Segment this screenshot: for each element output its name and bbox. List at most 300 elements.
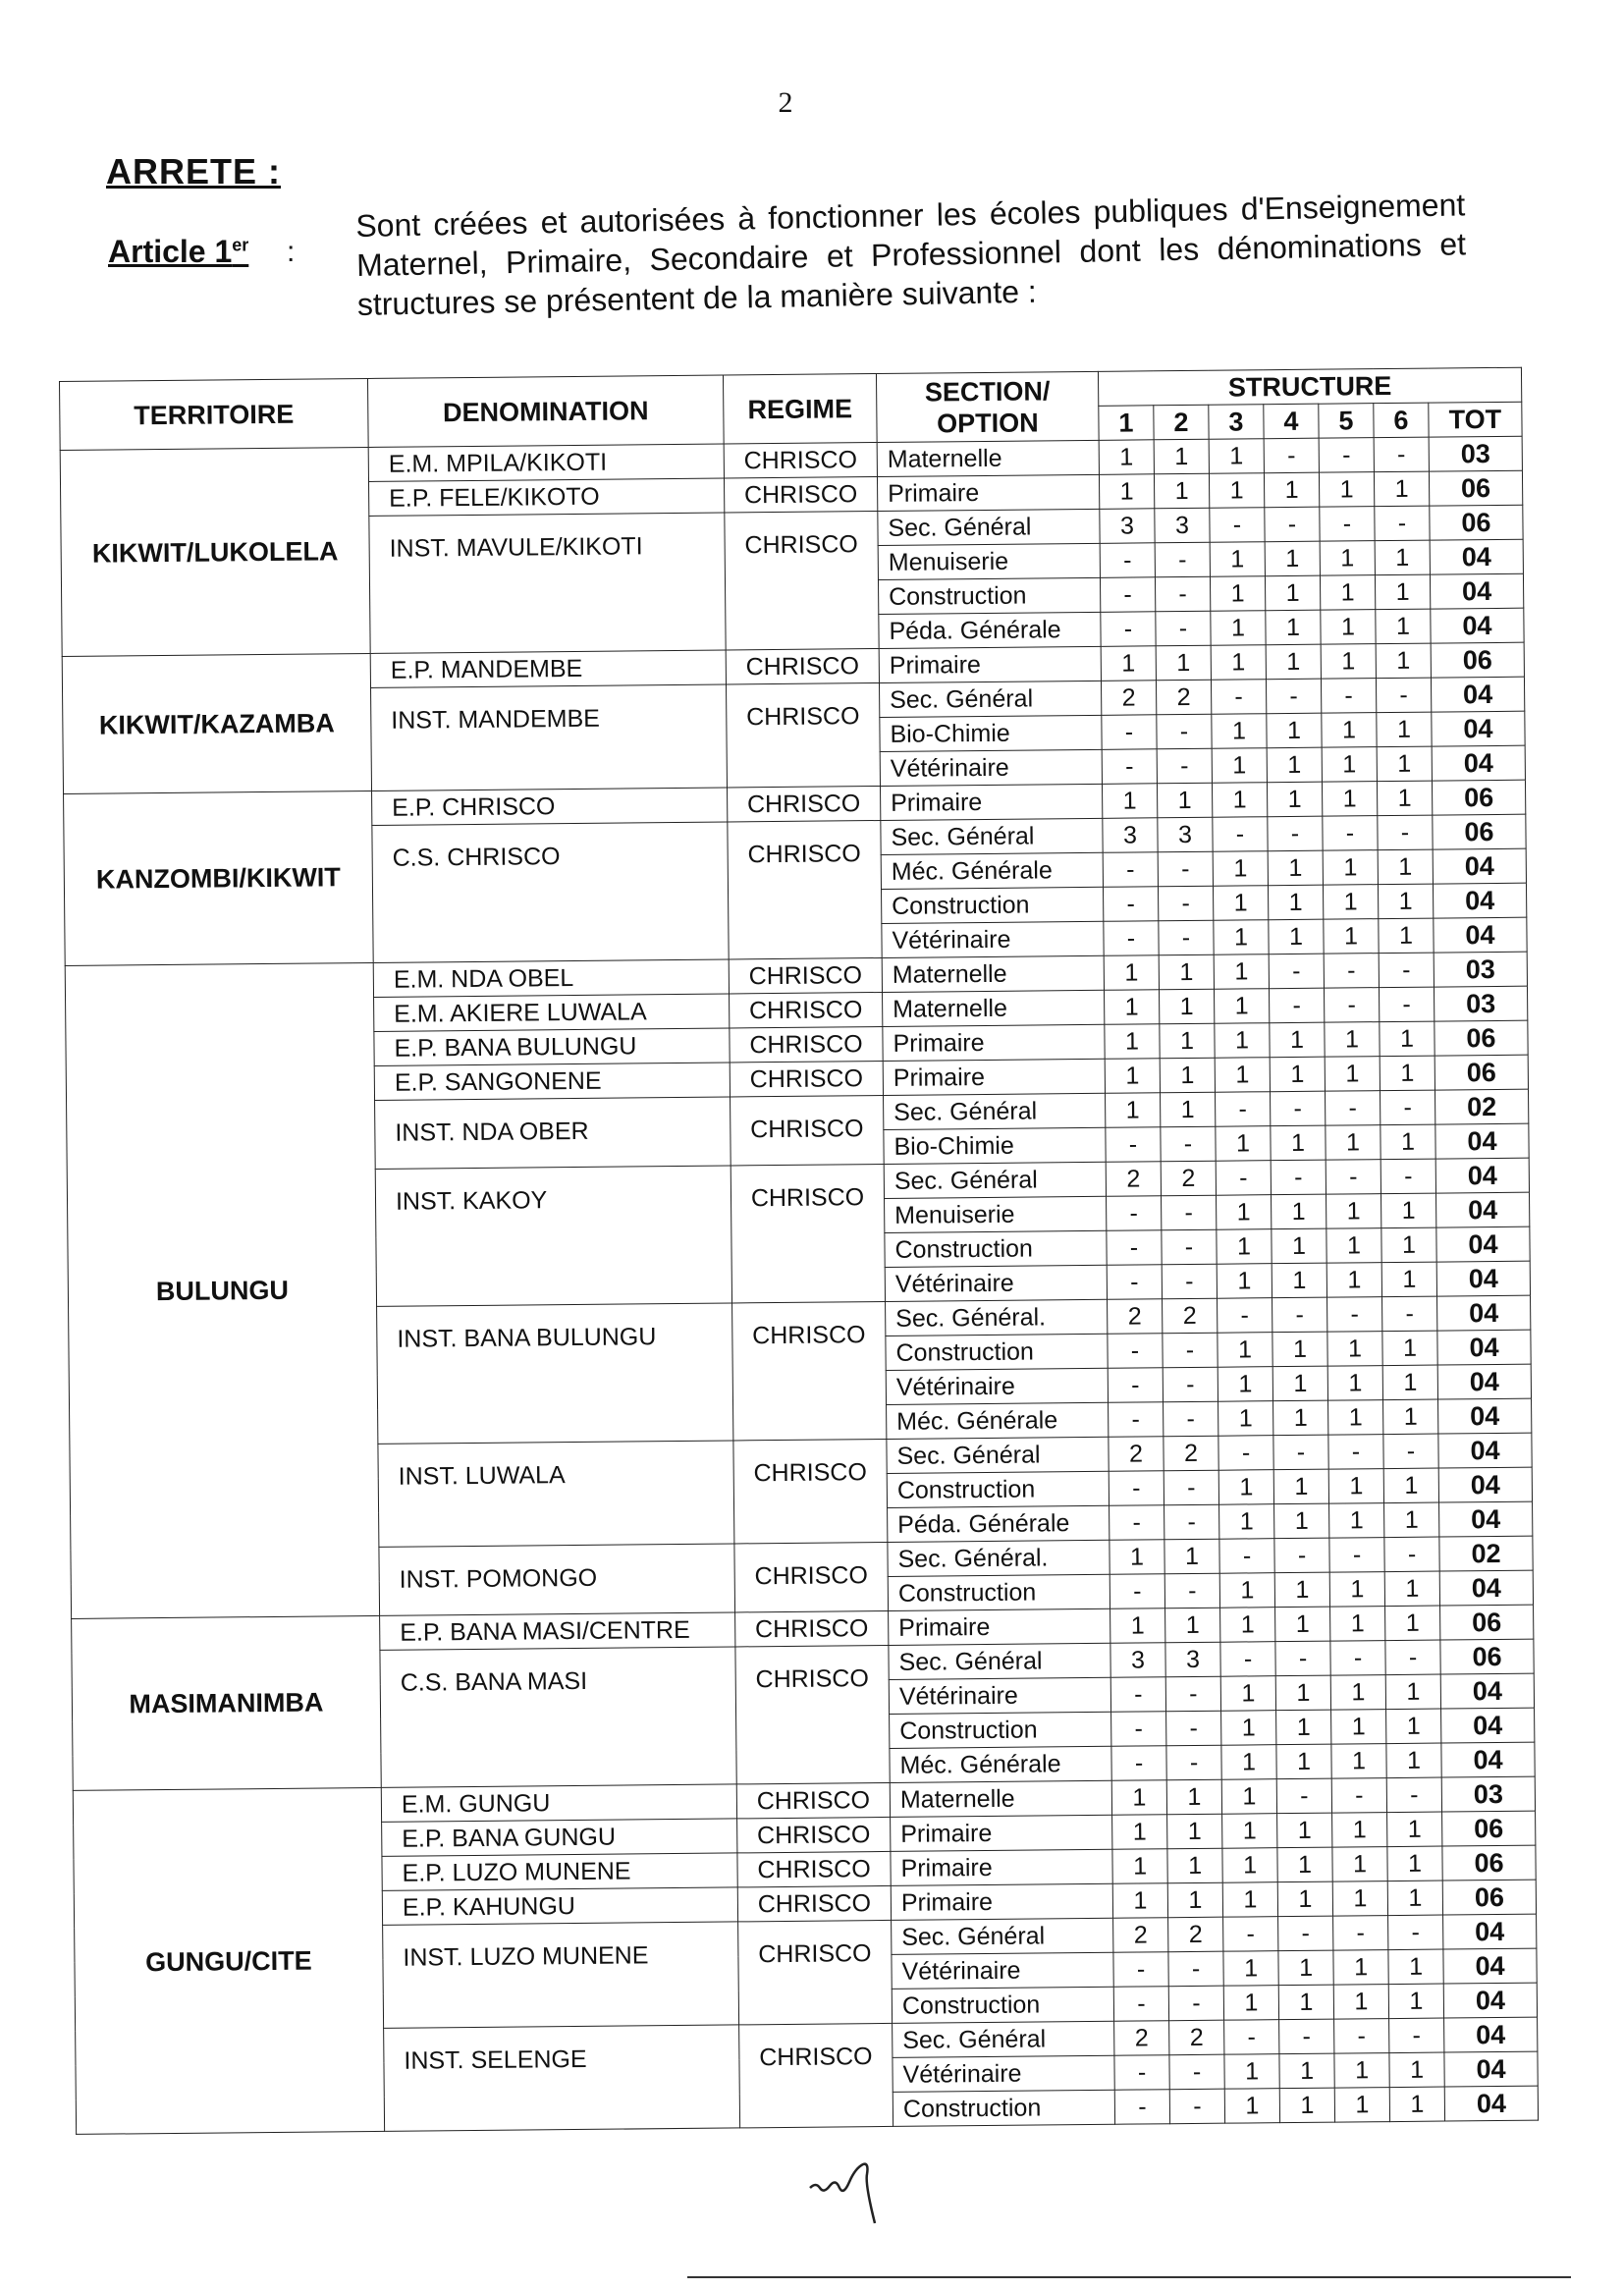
structure-cell-2: -: [1163, 1333, 1218, 1368]
denomination-cell: E.M. MPILA/KIKOTI: [368, 444, 724, 481]
structure-cell-6: 1: [1389, 2087, 1444, 2122]
structure-cell-2: 1: [1160, 989, 1215, 1024]
structure-cell-3: -: [1210, 508, 1265, 543]
structure-cell-1: -: [1110, 1574, 1164, 1609]
structure-cell-5: 1: [1331, 1710, 1386, 1745]
structure-cell-4: 1: [1271, 1125, 1326, 1161]
structure-cell-6: 1: [1378, 884, 1433, 919]
structure-cell-5: 1: [1328, 1469, 1383, 1504]
territory-cell: KIKWIT/KAZAMBA: [62, 653, 371, 793]
structure-total-cell: 04: [1441, 1742, 1535, 1777]
regime-cell: CHRISCO: [737, 1817, 891, 1852]
section-cell: Vétérinaire: [882, 921, 1104, 957]
structure-cell-1: -: [1114, 2055, 1169, 2091]
structure-cell-4: 1: [1277, 1881, 1332, 1917]
header-col-tot: TOT: [1429, 402, 1522, 437]
structure-total-cell: 04: [1444, 2051, 1538, 2087]
structure-cell-3: 1: [1214, 920, 1269, 955]
structure-cell-2: -: [1164, 1470, 1218, 1505]
structure-cell-5: -: [1324, 954, 1379, 989]
structure-cell-1: -: [1102, 715, 1157, 750]
structure-cell-6: 1: [1376, 609, 1431, 644]
structure-cell-6: 1: [1388, 1984, 1443, 2019]
regime-cell: CHRISCO: [737, 1885, 891, 1921]
section-cell: Maternelle: [882, 955, 1104, 992]
territory-cell: GUNGU/CITE: [73, 1787, 384, 2134]
structure-cell-5: 1: [1321, 644, 1376, 680]
structure-cell-1: 1: [1112, 1815, 1167, 1850]
denomination-cell: INST. MANDEMBE: [371, 684, 728, 791]
structure-total-cell: 06: [1432, 780, 1525, 815]
regime-cell: CHRISCO: [730, 1061, 883, 1096]
structure-cell-5: -: [1321, 679, 1376, 714]
structure-cell-3: 1: [1219, 1573, 1274, 1608]
regime-cell: CHRISCO: [733, 1439, 888, 1543]
structure-cell-5: -: [1323, 816, 1378, 851]
structure-cell-4: 1: [1273, 1400, 1328, 1436]
structure-total-cell: 04: [1436, 1261, 1530, 1296]
structure-cell-6: -: [1378, 815, 1433, 850]
structure-cell-1: 1: [1099, 440, 1154, 475]
structure-cell-3: 1: [1209, 439, 1264, 474]
structure-total-cell: 06: [1431, 642, 1524, 678]
denomination-cell: E.P. KAHUNGU: [382, 1887, 737, 1925]
structure-cell-6: 1: [1389, 2052, 1444, 2088]
structure-cell-3: 1: [1217, 1264, 1272, 1299]
structure-cell-2: -: [1157, 714, 1212, 749]
structure-cell-4: 1: [1274, 1503, 1329, 1539]
structure-cell-5: 1: [1329, 1572, 1384, 1608]
structure-cell-3: 1: [1214, 954, 1269, 990]
section-cell: Sec. Général.: [886, 1299, 1108, 1336]
structure-cell-3: 1: [1211, 645, 1266, 681]
structure-cell-4: 1: [1272, 1228, 1326, 1264]
structure-cell-5: 1: [1324, 919, 1379, 954]
structure-cell-6: 1: [1378, 849, 1433, 885]
structure-cell-1: 3: [1100, 509, 1155, 544]
structure-cell-1: -: [1108, 1368, 1163, 1403]
structure-cell-3: 1: [1212, 748, 1267, 784]
structure-cell-2: -: [1162, 1195, 1217, 1230]
section-cell: Primaire: [891, 1883, 1112, 1920]
structure-total-cell: 02: [1439, 1536, 1533, 1571]
structure-cell-4: -: [1275, 1641, 1330, 1676]
structure-cell-6: 1: [1375, 574, 1430, 610]
structure-cell-6: 1: [1377, 781, 1432, 816]
structure-cell-1: 2: [1101, 681, 1156, 716]
regime-cell: CHRISCO: [731, 1164, 885, 1302]
structure-cell-3: 1: [1210, 576, 1265, 612]
structure-cell-6: -: [1384, 1537, 1439, 1572]
structure-cell-4: 1: [1279, 2088, 1334, 2123]
structure-cell-4: 1: [1278, 1950, 1333, 1986]
structure-cell-6: 1: [1377, 746, 1432, 782]
structure-cell-1: 3: [1110, 1643, 1165, 1678]
structure-cell-3: 1: [1216, 1126, 1271, 1162]
structure-total-cell: 06: [1435, 1020, 1528, 1056]
structure-total-cell: 04: [1432, 745, 1525, 781]
structure-total-cell: 04: [1431, 608, 1524, 643]
structure-cell-5: -: [1334, 2019, 1389, 2054]
section-cell: Primaire: [879, 646, 1101, 682]
header-denomination: DENOMINATION: [367, 375, 724, 447]
structure-cell-2: 1: [1154, 439, 1209, 474]
header-col-2: 2: [1154, 405, 1209, 440]
structure-cell-6: -: [1374, 437, 1429, 472]
regime-cell: CHRISCO: [734, 1542, 889, 1611]
structure-cell-4: -: [1269, 988, 1324, 1023]
structure-cell-4: 1: [1265, 541, 1320, 576]
header-structure: STRUCTURE: [1098, 367, 1521, 406]
structure-cell-1: -: [1102, 749, 1157, 785]
structure-cell-2: -: [1162, 1264, 1217, 1299]
regime-cell: CHRISCO: [725, 512, 879, 650]
structure-cell-3: 1: [1213, 851, 1268, 887]
structure-total-cell: 04: [1439, 1501, 1533, 1537]
structure-cell-2: -: [1164, 1573, 1219, 1608]
structure-cell-6: -: [1380, 1090, 1435, 1125]
denomination-cell: INST. NDA OBER: [375, 1097, 731, 1169]
denomination-cell: INST. SELENGE: [384, 2025, 740, 2131]
section-cell: Maternelle: [883, 990, 1105, 1026]
structure-cell-4: -: [1272, 1297, 1327, 1333]
denomination-cell: INST. MAVULE/KIKOTI: [369, 513, 726, 653]
territory-cell: MASIMANIMBA: [72, 1615, 382, 1790]
structure-cell-3: -: [1219, 1539, 1274, 1574]
structure-cell-4: 1: [1272, 1332, 1327, 1367]
section-cell: Construction: [892, 1987, 1113, 2023]
structure-total-cell: 04: [1441, 1708, 1535, 1743]
structure-cell-2: 2: [1164, 1436, 1218, 1471]
structure-cell-1: 1: [1101, 646, 1156, 682]
structure-cell-4: 1: [1269, 919, 1324, 954]
structure-cell-1: -: [1111, 1712, 1166, 1747]
structure-cell-1: 1: [1110, 1540, 1164, 1575]
structure-cell-3: 1: [1210, 542, 1265, 577]
denomination-cell: INST. POMONGO: [379, 1544, 735, 1615]
section-cell: Sec. Général: [893, 2021, 1114, 2057]
structure-cell-6: 1: [1380, 1056, 1435, 1091]
structure-cell-6: 1: [1384, 1502, 1439, 1538]
structure-cell-6: 1: [1380, 1124, 1435, 1160]
structure-cell-3: -: [1211, 680, 1266, 715]
structure-cell-3: -: [1216, 1092, 1271, 1127]
section-cell: Primaire: [891, 1849, 1112, 1885]
structure-cell-1: 1: [1112, 1883, 1167, 1919]
territory-cell: KANZOMBI/KIKWIT: [64, 791, 374, 965]
structure-cell-6: 1: [1385, 1674, 1440, 1710]
structure-cell-2: -: [1163, 1367, 1218, 1402]
structure-cell-4: 1: [1265, 575, 1320, 611]
structure-cell-4: 1: [1272, 1263, 1326, 1298]
structure-cell-3: 1: [1220, 1608, 1275, 1643]
section-cell: Maternelle: [890, 1780, 1111, 1817]
structure-cell-6: 1: [1374, 471, 1429, 507]
structure-cell-6: 1: [1376, 643, 1431, 679]
header-col-3: 3: [1209, 405, 1264, 440]
structure-cell-2: 1: [1165, 1608, 1220, 1643]
structure-cell-1: -: [1111, 1746, 1166, 1781]
structure-cell-2: 1: [1160, 1023, 1215, 1059]
structure-cell-5: 1: [1331, 1744, 1386, 1779]
structure-cell-1: -: [1107, 1196, 1162, 1231]
structure-cell-6: -: [1379, 987, 1434, 1022]
section-cell: Sec. Général: [892, 1918, 1113, 1954]
structure-cell-3: -: [1216, 1161, 1271, 1196]
structure-cell-1: -: [1103, 852, 1158, 888]
structure-cell-6: 1: [1386, 1743, 1441, 1778]
structure-total-cell: 06: [1440, 1639, 1534, 1674]
structure-cell-6: -: [1386, 1777, 1441, 1813]
structure-cell-4: 1: [1277, 1847, 1332, 1882]
structure-cell-3: 1: [1215, 1023, 1270, 1059]
section-cell: Construction: [893, 2090, 1114, 2126]
structure-cell-5: 1: [1322, 713, 1377, 748]
section-cell: Vétérinaire: [889, 1677, 1110, 1714]
structure-cell-5: 1: [1326, 1228, 1381, 1264]
structure-cell-6: -: [1379, 953, 1434, 988]
regime-cell: CHRISCO: [730, 992, 883, 1027]
header-territoire: TERRITOIRE: [60, 378, 369, 450]
structure-cell-4: 1: [1270, 1057, 1325, 1092]
section-cell: Vétérinaire: [893, 2055, 1114, 2092]
structure-cell-1: -: [1103, 887, 1158, 922]
denomination-cell: E.M. GUNGU: [381, 1784, 736, 1822]
structure-cell-5: 1: [1322, 782, 1377, 817]
structure-cell-1: -: [1107, 1230, 1162, 1266]
structure-cell-3: 1: [1224, 2089, 1279, 2124]
structure-cell-2: 1: [1154, 473, 1209, 509]
structure-cell-1: 1: [1104, 955, 1159, 991]
structure-cell-4: -: [1265, 507, 1320, 542]
structure-cell-3: -: [1218, 1436, 1273, 1471]
structure-cell-2: -: [1164, 1401, 1218, 1437]
structure-cell-5: 1: [1322, 747, 1377, 783]
structure-cell-3: 1: [1218, 1470, 1273, 1505]
structure-cell-6: 1: [1387, 1846, 1442, 1881]
structure-cell-2: 1: [1166, 1779, 1221, 1815]
structure-cell-6: 1: [1380, 1021, 1435, 1057]
structure-cell-5: 1: [1325, 1022, 1380, 1058]
bottom-rule: [687, 2276, 1571, 2278]
section-cell: Vétérinaire: [885, 1265, 1107, 1301]
structure-cell-3: 1: [1221, 1711, 1276, 1746]
header-col-4: 4: [1264, 404, 1319, 439]
structure-cell-6: 1: [1387, 1812, 1442, 1847]
structure-cell-4: 1: [1267, 747, 1322, 783]
structure-cell-3: 1: [1212, 714, 1267, 749]
section-cell: Maternelle: [877, 440, 1099, 476]
structure-cell-5: 1: [1326, 1263, 1381, 1298]
structure-cell-5: -: [1326, 1091, 1380, 1126]
structure-cell-4: 1: [1276, 1744, 1331, 1779]
structure-total-cell: 04: [1433, 848, 1526, 884]
structure-total-cell: 06: [1430, 505, 1523, 540]
structure-cell-4: 1: [1264, 472, 1319, 508]
denomination-cell: E.P. BANA BULUNGU: [374, 1028, 730, 1065]
structure-cell-2: 1: [1161, 1092, 1216, 1127]
structure-cell-2: -: [1162, 1229, 1217, 1265]
structure-cell-2: 3: [1155, 508, 1210, 543]
structure-cell-2: -: [1159, 920, 1214, 955]
structure-cell-5: 1: [1323, 850, 1378, 886]
denomination-cell: E.P. SANGONENE: [374, 1063, 730, 1100]
section-cell: Vétérinaire: [880, 749, 1102, 786]
structure-cell-2: 1: [1167, 1882, 1222, 1918]
structure-cell-6: -: [1383, 1434, 1438, 1469]
structure-cell-6: 1: [1383, 1468, 1438, 1503]
structure-cell-2: 2: [1169, 2020, 1224, 2055]
structure-cell-1: -: [1104, 921, 1159, 956]
structure-cell-1: 2: [1108, 1299, 1163, 1335]
structure-cell-2: -: [1164, 1504, 1219, 1540]
regime-cell: CHRISCO: [735, 1610, 889, 1646]
structure-total-cell: 04: [1431, 677, 1524, 712]
structure-cell-5: 1: [1323, 885, 1378, 920]
structure-total-cell: 06: [1440, 1605, 1534, 1640]
section-cell: Construction: [878, 577, 1100, 614]
structure-cell-4: -: [1264, 438, 1319, 473]
schools-table: [59, 367, 1539, 2135]
structure-cell-3: 1: [1214, 989, 1269, 1024]
structure-total-cell: 02: [1435, 1089, 1528, 1124]
structure-total-cell: 04: [1433, 883, 1526, 918]
structure-cell-6: 1: [1375, 540, 1430, 575]
structure-cell-6: 1: [1385, 1606, 1440, 1641]
structure-cell-6: 1: [1388, 1949, 1443, 1985]
article-label-text: Article 1: [108, 234, 233, 269]
structure-cell-2: 1: [1157, 783, 1212, 818]
structure-cell-2: 2: [1156, 680, 1211, 715]
structure-cell-3: -: [1224, 2020, 1279, 2055]
structure-total-cell: 04: [1443, 1948, 1537, 1984]
structure-cell-4: -: [1276, 1778, 1331, 1814]
structure-cell-6: 1: [1387, 1881, 1442, 1916]
structure-cell-5: 1: [1321, 610, 1376, 645]
structure-cell-5: 1: [1326, 1194, 1381, 1229]
structure-total-cell: 04: [1437, 1295, 1531, 1331]
structure-cell-1: 2: [1106, 1162, 1161, 1197]
structure-cell-2: -: [1161, 1126, 1216, 1162]
structure-cell-3: -: [1213, 817, 1268, 852]
structure-cell-4: -: [1278, 1916, 1333, 1951]
denomination-cell: E.P. CHRISCO: [372, 788, 728, 825]
structure-cell-5: -: [1320, 507, 1375, 542]
section-cell: Bio-Chimie: [880, 715, 1102, 751]
regime-cell: CHRISCO: [739, 2023, 893, 2127]
structure-total-cell: 04: [1440, 1673, 1534, 1709]
structure-cell-2: -: [1158, 851, 1213, 887]
structure-cell-1: -: [1100, 577, 1155, 613]
decree-heading: ARRETE :: [106, 151, 281, 191]
regime-cell: CHRISCO: [728, 820, 882, 958]
structure-total-cell: 03: [1434, 986, 1527, 1021]
header-col-1: 1: [1099, 406, 1154, 441]
structure-cell-5: 1: [1320, 541, 1375, 576]
structure-cell-1: -: [1109, 1471, 1164, 1506]
section-cell: Méc. Générale: [887, 1402, 1109, 1439]
structure-cell-5: 1: [1334, 2088, 1389, 2123]
section-cell: Sec. Général: [879, 681, 1101, 717]
article-label-sup: er: [232, 235, 249, 255]
structure-cell-3: 1: [1217, 1195, 1272, 1230]
regime-cell: CHRISCO: [726, 682, 880, 787]
denomination-cell: E.P. FELE/KIKOTO: [368, 478, 724, 516]
section-cell: Sec. Général.: [888, 1540, 1110, 1576]
structure-cell-4: 1: [1276, 1710, 1331, 1745]
schools-table-wrapper: [59, 367, 1539, 2135]
structure-cell-4: 1: [1275, 1607, 1330, 1642]
section-cell: Primaire: [889, 1608, 1110, 1645]
structure-cell-2: -: [1166, 1711, 1221, 1746]
section-cell: Construction: [882, 887, 1104, 923]
denomination-cell: E.P. BANA GUNGU: [382, 1819, 737, 1856]
structure-total-cell: 04: [1436, 1192, 1530, 1227]
section-cell: Sec. Général: [884, 1162, 1106, 1198]
structure-cell-6: -: [1389, 2018, 1444, 2053]
structure-total-cell: 04: [1434, 917, 1527, 953]
structure-cell-1: 3: [1103, 818, 1158, 853]
structure-cell-1: -: [1110, 1677, 1165, 1713]
structure-cell-1: 1: [1102, 784, 1157, 819]
structure-total-cell: 06: [1442, 1845, 1536, 1881]
structure-cell-6: 1: [1383, 1399, 1438, 1435]
structure-total-cell: 06: [1433, 814, 1526, 849]
regime-cell: CHRISCO: [737, 1851, 891, 1886]
structure-cell-5: 1: [1320, 575, 1375, 611]
structure-cell-1: 1: [1099, 474, 1154, 510]
structure-cell-2: 2: [1161, 1161, 1216, 1196]
structure-cell-4: 1: [1274, 1572, 1329, 1608]
section-cell: Sec. Général: [881, 818, 1103, 854]
section-cell: Sec. Général: [887, 1437, 1109, 1473]
structure-total-cell: 04: [1437, 1364, 1531, 1399]
structure-cell-3: 1: [1222, 1814, 1277, 1849]
structure-cell-5: -: [1327, 1297, 1382, 1333]
structure-total-cell: 04: [1435, 1123, 1529, 1159]
structure-cell-3: 1: [1222, 1882, 1277, 1918]
section-cell: Péda. Générale: [888, 1505, 1110, 1542]
structure-cell-6: -: [1375, 506, 1430, 541]
structure-cell-6: 1: [1379, 918, 1434, 954]
structure-cell-5: -: [1319, 438, 1374, 473]
section-cell: Construction: [887, 1471, 1109, 1507]
structure-cell-5: 1: [1333, 1950, 1388, 1986]
structure-cell-4: 1: [1272, 1366, 1327, 1401]
structure-cell-5: 1: [1332, 1847, 1387, 1882]
structure-cell-3: 1: [1211, 611, 1266, 646]
structure-cell-2: -: [1157, 748, 1212, 784]
structure-cell-2: 2: [1163, 1298, 1218, 1334]
structure-cell-1: -: [1100, 543, 1155, 578]
structure-cell-5: 1: [1326, 1125, 1380, 1161]
structure-cell-2: 2: [1168, 1917, 1223, 1952]
structure-cell-5: 1: [1327, 1366, 1382, 1401]
structure-cell-4: 1: [1268, 885, 1323, 920]
structure-cell-5: 1: [1332, 1813, 1387, 1848]
section-cell: Péda. Générale: [879, 612, 1101, 648]
structure-cell-4: -: [1274, 1538, 1329, 1573]
structure-total-cell: 06: [1435, 1055, 1528, 1090]
structure-total-cell: 04: [1444, 2017, 1538, 2052]
denomination-cell: E.P. MANDEMBE: [370, 650, 726, 687]
section-cell: Construction: [885, 1230, 1107, 1267]
structure-cell-4: 1: [1279, 2053, 1334, 2089]
structure-cell-1: -: [1101, 612, 1156, 647]
regime-cell: CHRISCO: [736, 1782, 890, 1818]
structure-cell-4: 1: [1273, 1469, 1328, 1504]
section-cell: Sec. Général: [884, 1093, 1106, 1129]
